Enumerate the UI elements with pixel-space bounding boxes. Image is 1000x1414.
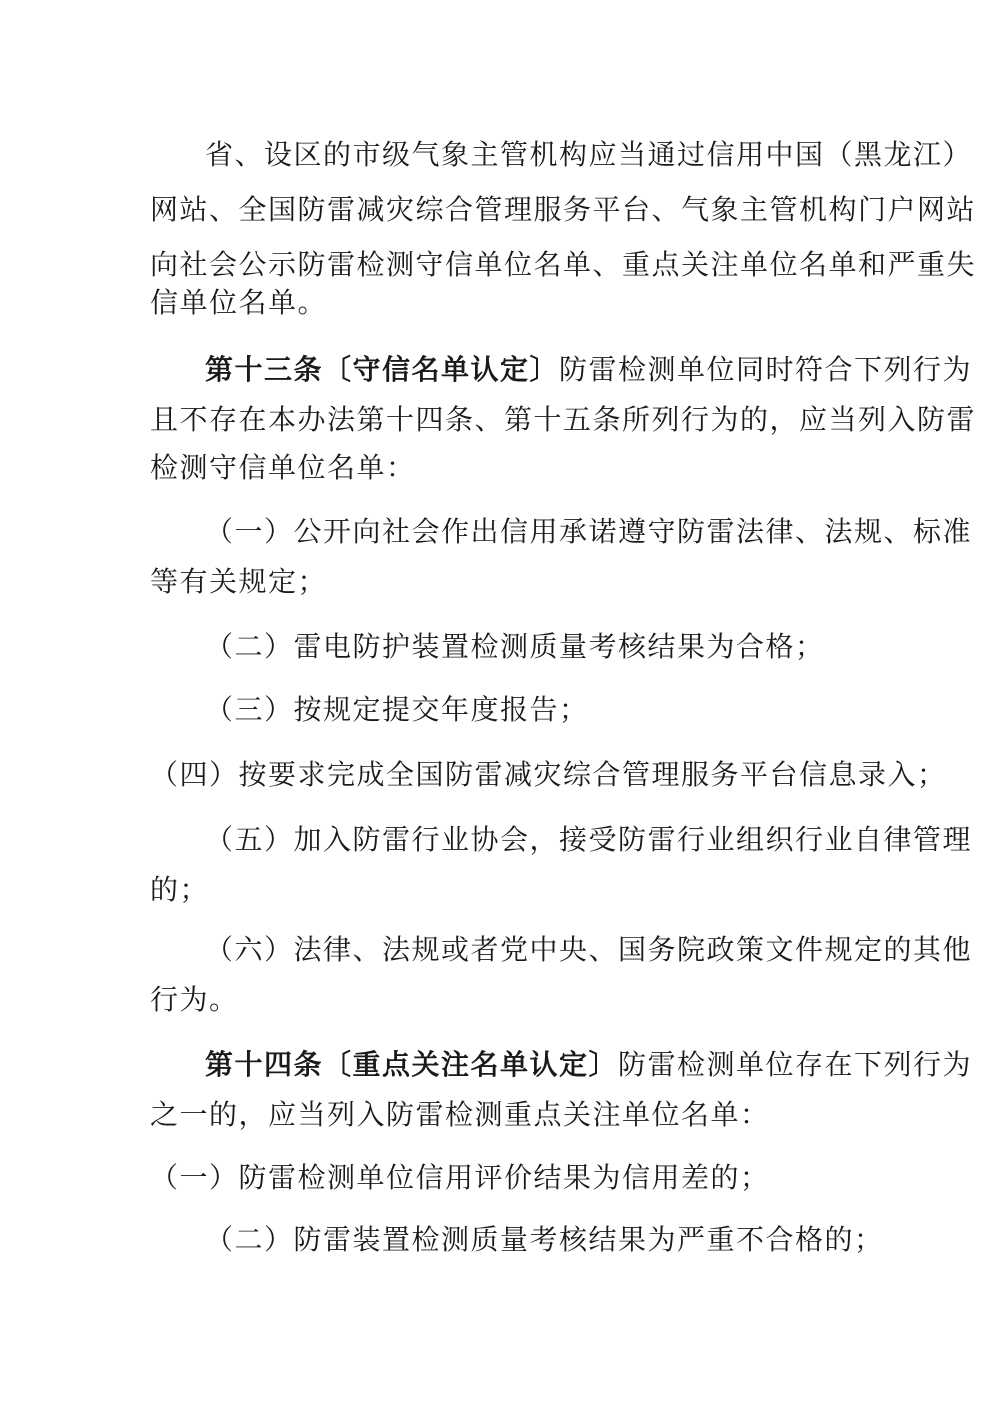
article-13-item-1-line-2: 等有关规定； — [150, 565, 328, 598]
article-13-item-3: （三）按规定提交年度报告； — [205, 693, 589, 726]
article-14-item-2: （二）防雷装置检测质量考核结果为严重不合格的； — [205, 1223, 884, 1256]
article-13-line-3: 检测守信单位名单： — [150, 451, 416, 484]
article-14-line-2: 之一的，应当列入防雷检测重点关注单位名单： — [150, 1098, 770, 1131]
article-14-first-line — [205, 1045, 972, 1085]
article-14-line-1-text: 防雷检测单位存在下列行为 — [618, 1048, 973, 1081]
article-13-line-2: 且不存在本办法第十四条、第十五条所列行为的，应当列入防雷 — [150, 403, 977, 436]
article-13-item-5-line-1: （五）加入防雷行业协会，接受防雷行业组织行业自律管理 — [205, 823, 973, 856]
article-13-item-4: （四）按要求完成全国防雷减灾综合管理服务平台信息录入； — [150, 758, 947, 791]
article-13-item-6-line-2: 行为。 — [150, 983, 239, 1016]
article-14-heading: 第十四条〔重点关注名单认定〕 — [205, 1048, 619, 1081]
article-13-line-1-text: 防雷检测单位同时符合下列行为 — [559, 353, 973, 386]
paragraph-1-line-2: 网站、全国防雷减灾综合管理服务平台、气象主管机构门户网站 — [150, 193, 977, 226]
article-13-item-5-line-2: 的； — [150, 873, 210, 906]
article-14-item-1: （一）防雷检测单位信用评价结果为信用差的； — [150, 1161, 770, 1194]
article-13-item-1-line-1: （一）公开向社会作出信用承诺遵守防雷法律、法规、标准 — [205, 515, 973, 548]
paragraph-1-line-1: 省、设区的市级气象主管机构应当通过信用中国（黑龙江） — [205, 138, 973, 171]
paragraph-1-line-4: 信单位名单。 — [150, 286, 328, 319]
article-13-first-line — [205, 350, 972, 390]
article-13-item-2: （二）雷电防护装置检测质量考核结果为合格； — [205, 630, 825, 663]
article-13-item-6-line-1: （六）法律、法规或者党中央、国务院政策文件规定的其他 — [205, 933, 973, 966]
article-13-heading: 第十三条〔守信名单认定〕 — [205, 353, 560, 386]
paragraph-1-line-3: 向社会公示防雷检测守信单位名单、重点关注单位名单和严重失 — [150, 248, 977, 281]
